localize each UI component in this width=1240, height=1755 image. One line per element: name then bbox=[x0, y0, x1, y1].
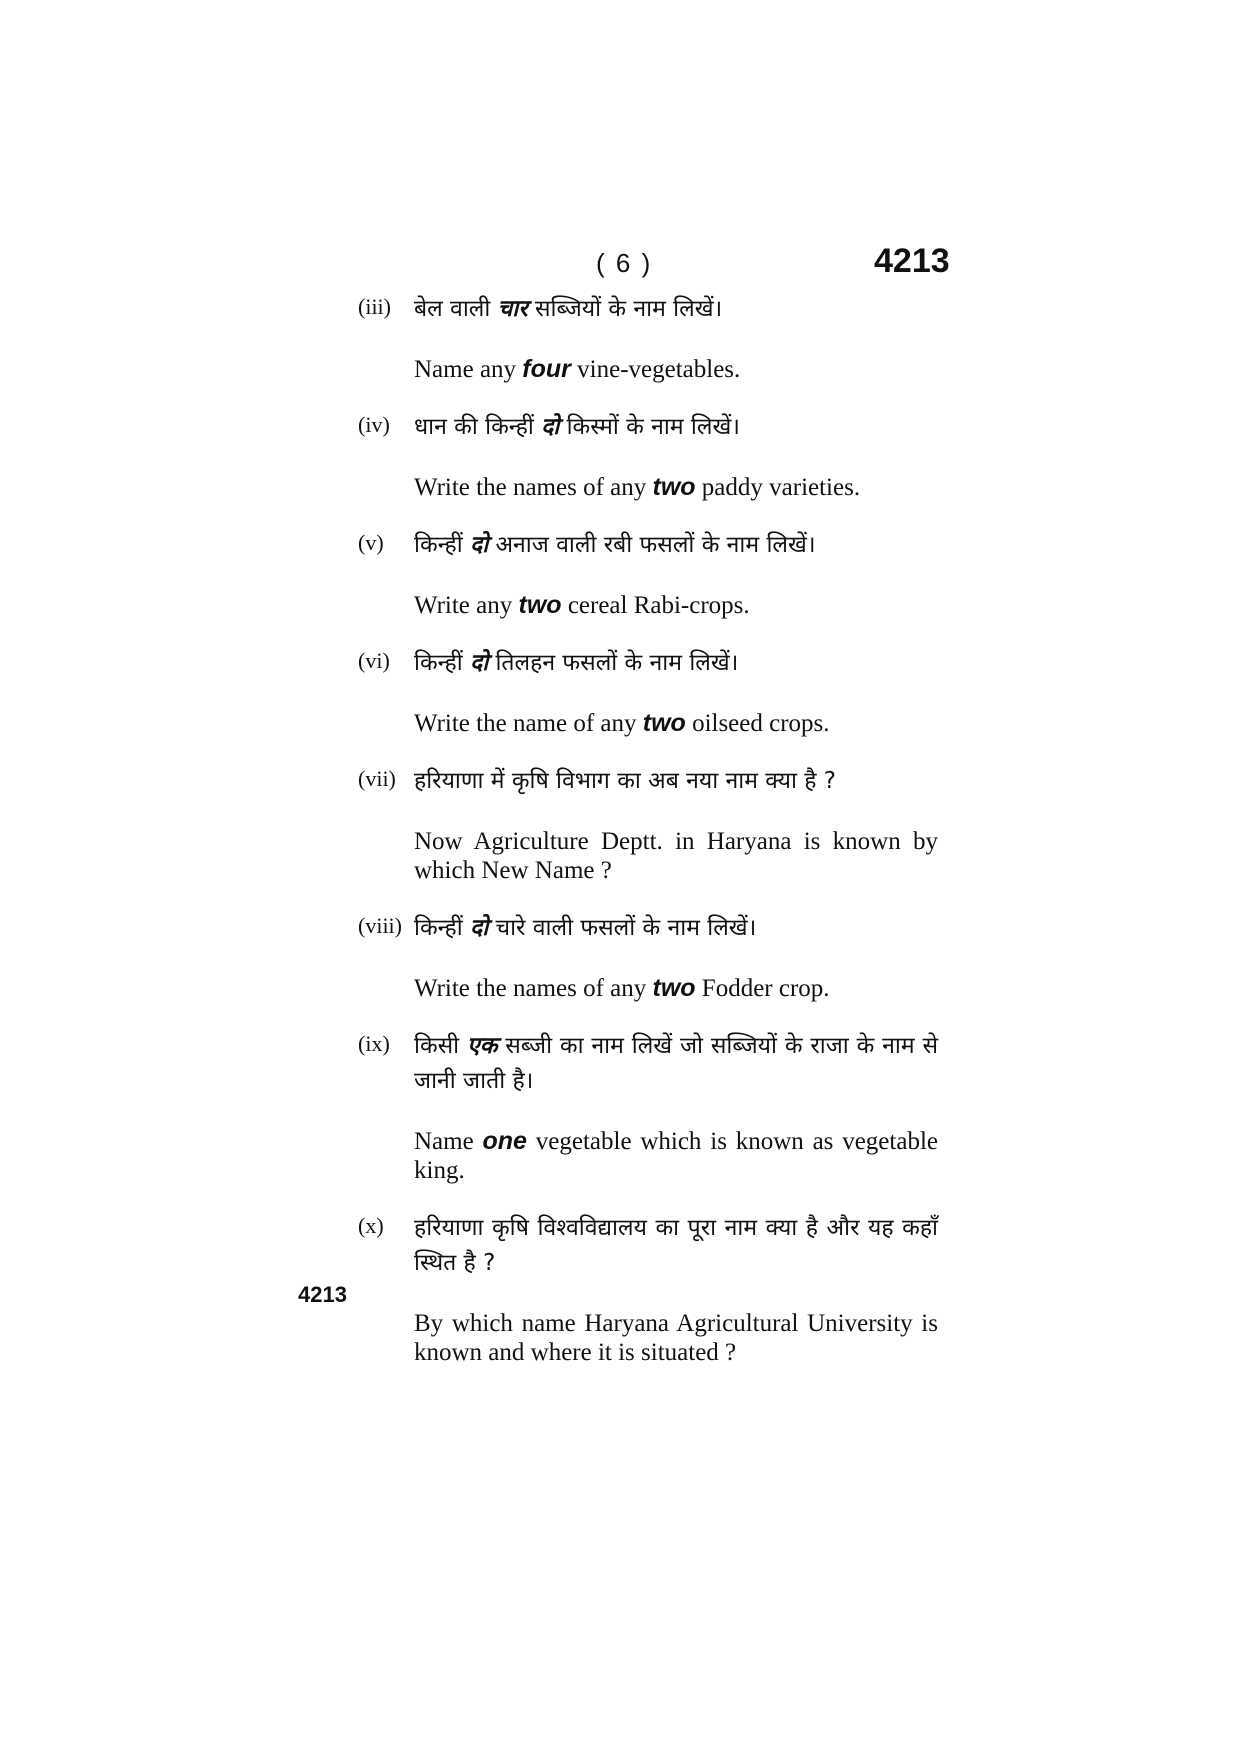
question-number: (iv) bbox=[358, 412, 390, 437]
question-ix bbox=[358, 1029, 938, 1185]
emphasis-word: four bbox=[522, 355, 571, 383]
question-hindi: किन्हीं दो चारे वाली फसलों के नाम लिखें। bbox=[414, 915, 757, 941]
question-vi bbox=[358, 646, 938, 738]
question-hindi: किन्हीं दो तिलहन फसलों के नाम लिखें। bbox=[414, 650, 739, 676]
emphasis-word: two bbox=[518, 591, 562, 619]
question-number: (v) bbox=[358, 530, 384, 555]
question-v bbox=[358, 528, 938, 620]
question-iv bbox=[358, 410, 938, 502]
question-english: By which name Haryana Agricultural University is known and where it is situated ? bbox=[414, 1310, 938, 1366]
question-english: Name any four vine-vegetables. bbox=[414, 355, 741, 383]
emphasis-word: दो bbox=[469, 532, 489, 558]
page-number: ( 6 ) bbox=[596, 248, 653, 278]
emphasis-word: one bbox=[482, 1127, 527, 1155]
question-iii bbox=[358, 292, 938, 384]
emphasis-word: चार bbox=[497, 296, 528, 322]
question-hindi: किसी एक सब्जी का नाम लिखें जो सब्जियों के राजा के नाम से जानी जाती है। bbox=[414, 1033, 938, 1094]
paper-code-footer: 4213 bbox=[298, 1282, 347, 1307]
question-vii bbox=[358, 764, 938, 885]
question-hindi: हरियाणा में कृषि विभाग का अब नया नाम क्या है ? bbox=[414, 768, 836, 794]
emphasis-word: two bbox=[652, 974, 696, 1002]
question-hindi: बेल वाली चार सब्जियों के नाम लिखें। bbox=[414, 296, 723, 322]
emphasis-word: एक bbox=[466, 1033, 498, 1059]
question-number: (viii) bbox=[358, 913, 402, 938]
question-viii bbox=[358, 911, 938, 1003]
question-list bbox=[358, 292, 938, 1393]
question-x bbox=[358, 1211, 938, 1367]
emphasis-word: दो bbox=[541, 414, 560, 440]
emphasis-word: two bbox=[652, 473, 696, 501]
question-number: (iii) bbox=[358, 294, 391, 319]
question-number: (vi) bbox=[358, 648, 390, 673]
paper-code-header: 4213 bbox=[874, 242, 950, 280]
question-hindi: हरियाणा कृषि विश्वविद्यालय का पूरा नाम क्या है और यह कहाँ स्थित है ? bbox=[414, 1215, 938, 1276]
emphasis-word: two bbox=[642, 709, 686, 737]
question-number: (ix) bbox=[358, 1031, 390, 1056]
question-number: (x) bbox=[358, 1213, 384, 1238]
question-english: Now Agriculture Deptt. in Haryana is known by which New Name ? bbox=[414, 828, 938, 884]
question-english: Write any two cereal Rabi-crops. bbox=[414, 591, 750, 619]
question-english: Write the name of any two oilseed crops. bbox=[414, 709, 830, 737]
question-english: Write the names of any two paddy varieties. bbox=[414, 473, 861, 501]
question-hindi: धान की किन्हीं दो किस्मों के नाम लिखें। bbox=[414, 414, 741, 440]
emphasis-word: दो bbox=[469, 650, 489, 676]
question-number: (vii) bbox=[358, 766, 396, 791]
question-english: Write the names of any two Fodder crop. bbox=[414, 974, 830, 1002]
question-english: Name one vegetable which is known as vegetable king. bbox=[414, 1127, 938, 1184]
emphasis-word: दो bbox=[469, 915, 489, 941]
question-hindi: किन्हीं दो अनाज वाली रबी फसलों के नाम लिखें। bbox=[414, 532, 816, 558]
